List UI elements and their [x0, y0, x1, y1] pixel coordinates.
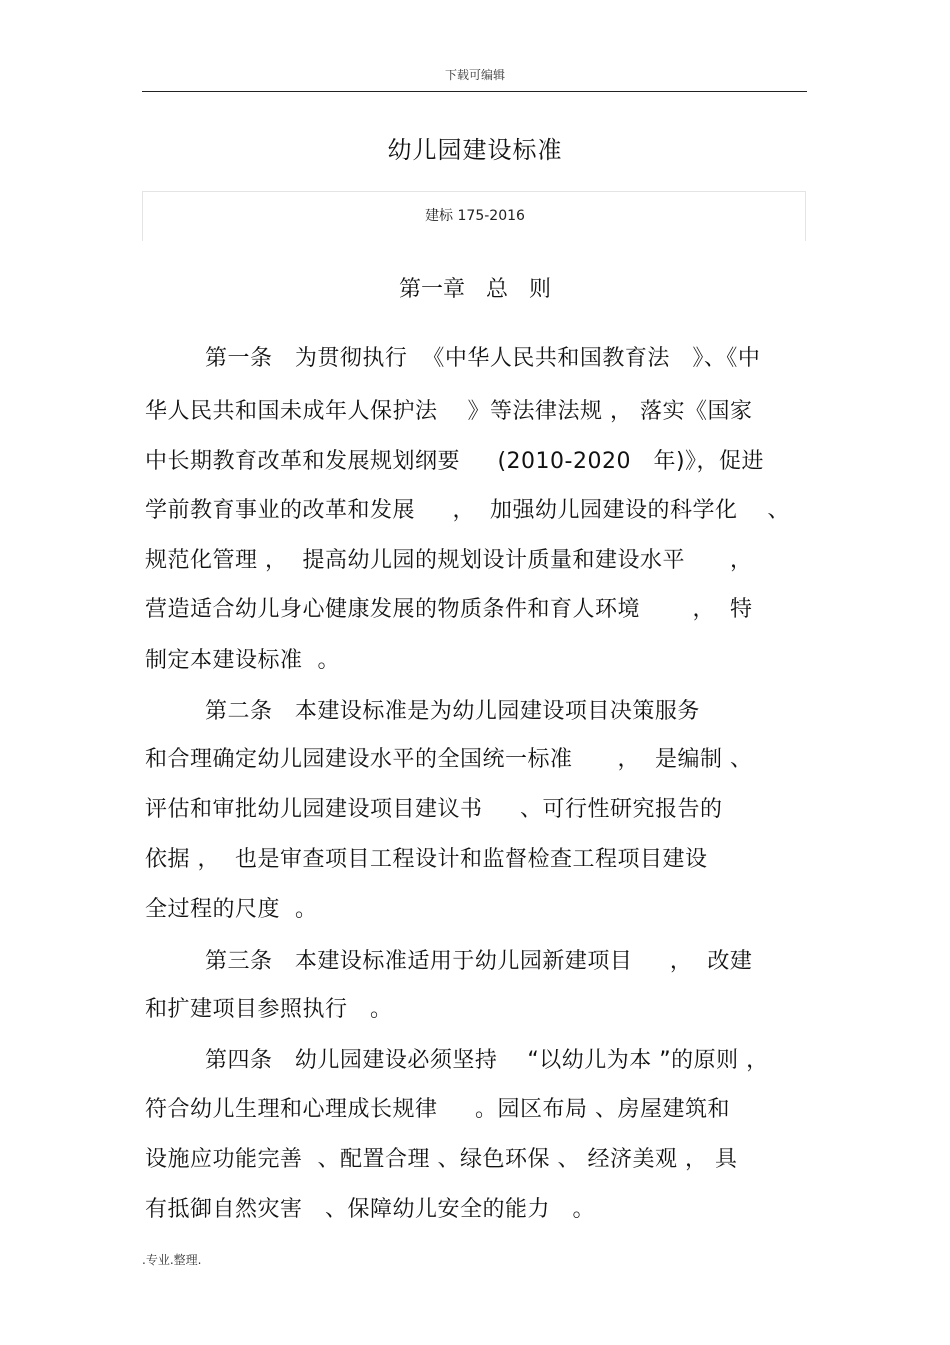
standard-code: 建标 175-2016: [425, 208, 525, 224]
body-text-line: 全过程的尺度 。: [145, 897, 318, 922]
body-text-line: 评估和审批幼儿园建设项目建议书 、可行性研究报告的: [145, 797, 723, 822]
body-text-line: 第四条 幼儿园建设必须坚持 “以幼儿为本 ”的原则 ，: [145, 1048, 769, 1073]
body-text-line: 华人民共和国未成年人保护法 》等法律法规 ， 落实《国家: [145, 399, 753, 424]
page-header-text: 下载可编辑: [444, 68, 505, 82]
body-text-line: 制定本建设标准 。: [145, 648, 340, 673]
document-title: 幼儿园建设标准: [387, 136, 563, 164]
body-text-line: 第一条 为贯彻执行 《中华人民共和国教育法 》、《中: [145, 346, 761, 371]
body-text-line: 和扩建项目参照执行 。: [145, 997, 393, 1022]
body-text-line: 第二条 本建设标准是为幼儿园建设项目决策服务: [145, 699, 700, 724]
body-text-line: 营造适合幼儿身心健康发展的物质条件和育人环境 ， 特: [145, 597, 753, 622]
header-divider: [142, 91, 807, 92]
body-text-line: 和合理确定幼儿园建设水平的全国统一标准 ， 是编制 、: [145, 747, 753, 772]
body-text-line: 规范化管理 ， 提高幼儿园的规划设计质量和建设水平 ，: [145, 548, 753, 573]
body-text-line: 中长期教育改革和发展规划纲要 (2010-2020 年)》，促进: [145, 449, 765, 474]
body-text-line: 符合幼儿生理和心理成长规律 。园区布局 、房屋建筑和: [145, 1097, 730, 1122]
body-text-line: 有抵御自然灾害 、保障幼儿安全的能力 。: [145, 1197, 595, 1222]
body-text-line: 学前教育事业的改革和发展 ， 加强幼儿园建设的科学化 、: [145, 498, 790, 523]
body-text-line: 第三条 本建设标准适用于幼儿园新建项目 ， 改建: [145, 949, 753, 974]
body-text-line: 设施应功能完善 、配置合理 、绿色环保 、 经济美观 ， 具: [145, 1147, 738, 1172]
chapter-heading: 第一章 总 则: [399, 277, 551, 302]
body-text-line: 依据 ， 也是审查项目工程设计和监督检查工程项目建设: [145, 847, 708, 872]
page-footer-text: .专业.整理.: [142, 1253, 202, 1267]
